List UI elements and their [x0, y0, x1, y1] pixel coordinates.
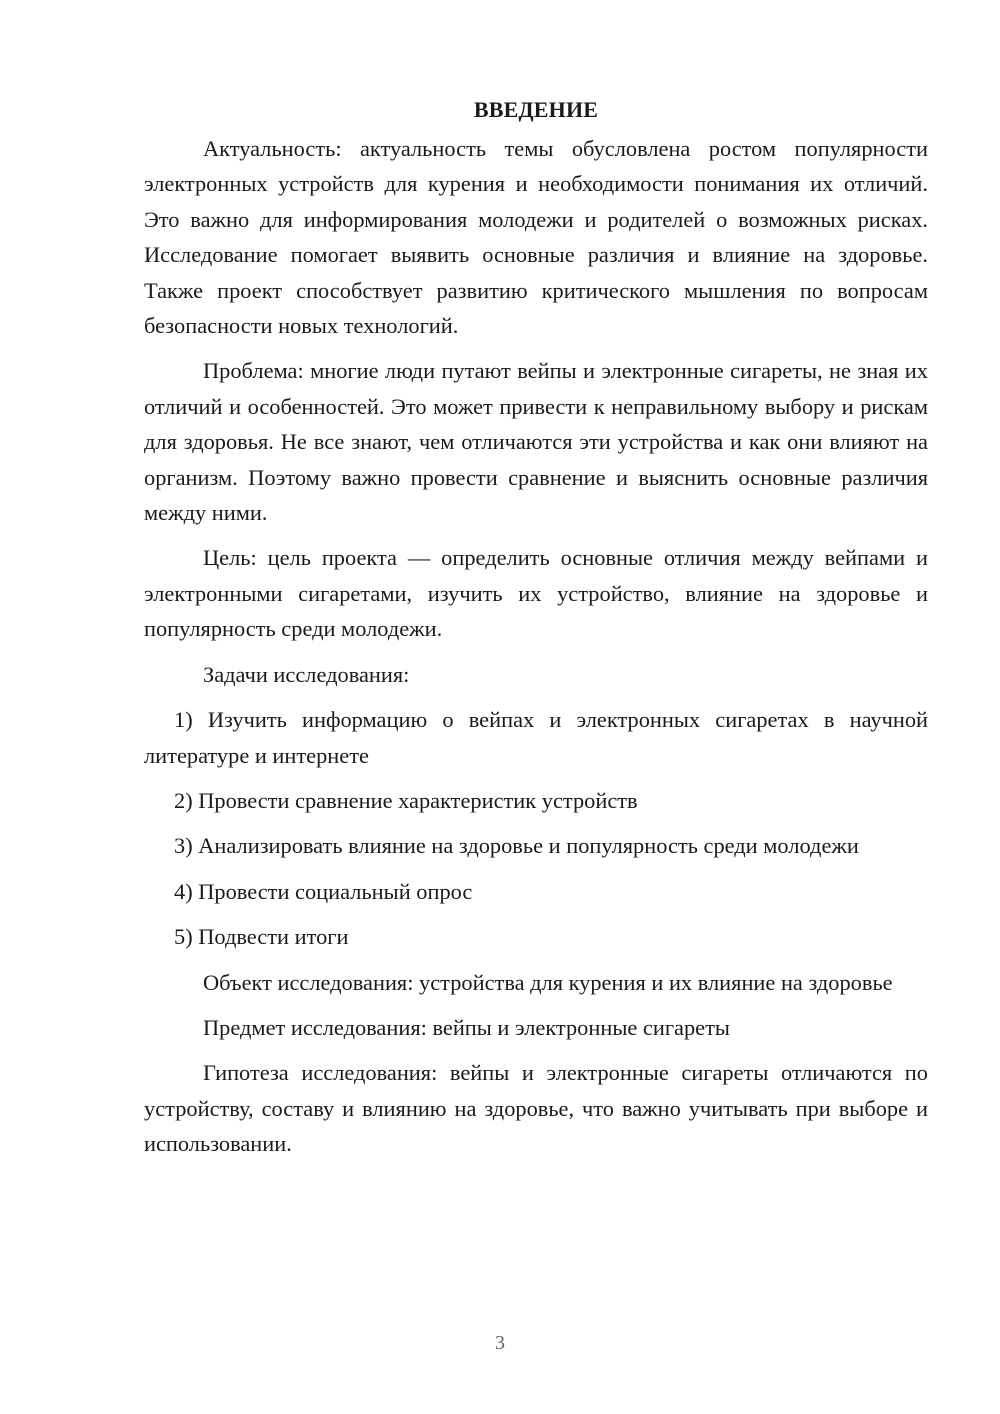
paragraph-subject: Предмет исследования: вейпы и электронные сигареты [203, 1014, 730, 1040]
page-number: 3 [495, 1332, 505, 1354]
task-item-2: 2) Провести сравнение характеристик устройств [174, 787, 638, 813]
task-item-1: 1) Изучить информацию о вейпах и электронных сигаретах в научной литературе и интернете [144, 707, 928, 768]
paragraph-relevance: Актуальность: актуальность темы обусловлена ростом популярности электронных устройств для курения и необходимости понимания их отличий. Это важно для информирования молодежи и родителей о возможных рисках. Исследование помогает выявить основные различия и влияние на здоровье. Также проект способствует развитию критического мышления по вопросам безопасности новых технологий. [144, 136, 928, 339]
page-title: ВВЕДЕНИЕ [473, 97, 599, 122]
paragraph-object: Объект исследования: устройства для курения и их влияние на здоровье [203, 969, 893, 995]
tasks-heading: Задачи исследования: [203, 661, 410, 687]
task-item-3: 3) Анализировать влияние на здоровье и популярность среди молодежи [174, 833, 859, 859]
task-item-4: 4) Провести социальный опрос [174, 878, 473, 904]
paragraph-problem: Проблема: многие люди путают вейпы и электронные сигареты, не зная их отличий и особенностей. Это может привести к неправильному выбору и рискам для здоровья. Не все знают, чем отличаются эти устройства и как они влияют на организм. Поэтому важно провести сравнение и выяснить основные различия между ними. [144, 358, 928, 526]
paragraph-hypothesis: Гипотеза исследования: вейпы и электронные сигареты отличаются по устройству, составу и влиянию на здоровье, что важно учитывать при выборе и использовании. [144, 1060, 928, 1157]
task-item-5: 5) Подвести итоги [174, 924, 349, 950]
paragraph-goal: Цель: цель проекта — определить основные отличия между вейпами и электронными сигаретами, изучить их устройство, влияние на здоровье и популярность среди молодежи. [144, 545, 928, 642]
document-page [144, 92, 928, 1172]
